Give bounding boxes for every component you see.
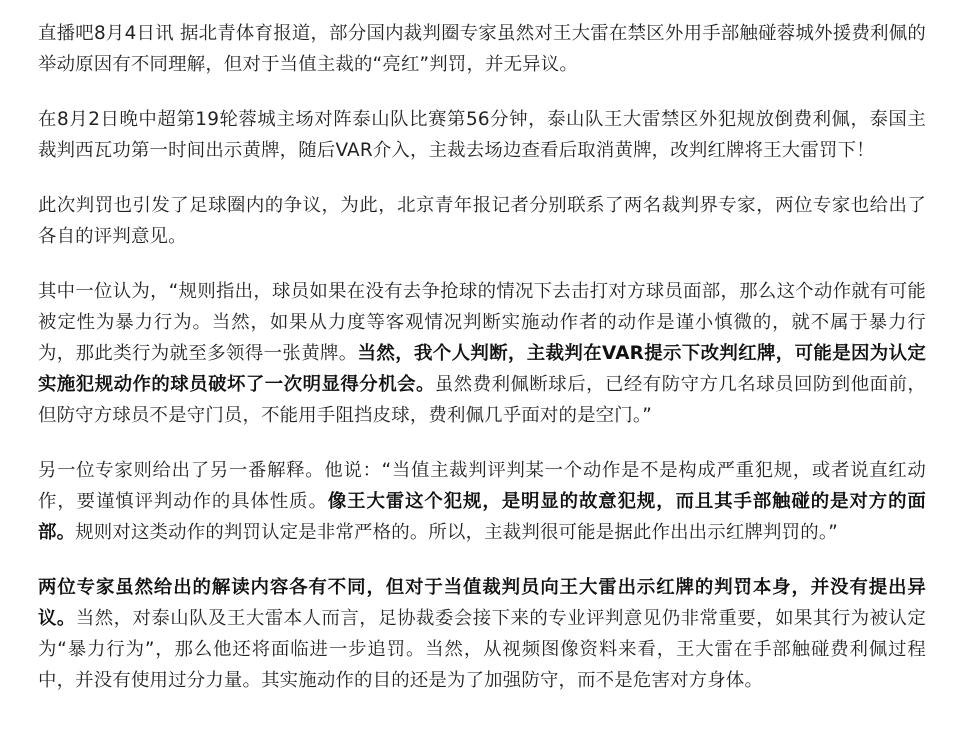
paragraph-text: 规则对这类动作的判罚认定是非常严格的。所以，主裁判很可能是据此作出出示红牌判罚的。” (75, 522, 838, 543)
paragraph-text: 虽然费利佩断球后，已经有防守方几名球员回防到他面前，但防守方球员不是守门员，不能用手阻挡皮球，费利佩几乎面对的是空门。” (38, 374, 926, 426)
bold-highlight-text: 两位专家虽然给出的解读内容各有不同，但对于当值裁判员向王大雷出示红牌的判罚本身，并没有提出异议。 (38, 577, 926, 629)
paragraph-expert-two (38, 455, 926, 548)
bold-highlight-text: 当然，我个人判断，主裁判在VAR提示下改判红牌，可能是因为认定实施犯规动作的球员破坏了一次明显得分机会。 (38, 343, 926, 395)
paragraph-text: 当然，对泰山队及王大雷本人而言，足协裁委会接下来的专业评判意见仍非常重要，如果其行为被认定为“暴力行为”，那么他还将面临进一步追罚。当然，从视频图像资料来看，王大雷在手部触碰费利佩过程中，并没有使用过分力量。其实施动作的目的还是为了加强防守，而不是危害对方身体。 (38, 608, 926, 691)
paragraph-expert-one (38, 276, 926, 431)
paragraph-conclusion (38, 572, 926, 696)
paragraph-intro (38, 18, 926, 80)
paragraph-match-event (38, 104, 926, 166)
paragraph-text: 在8月2日晚中超第19轮蓉城主场对阵泰山队比赛第56分钟，泰山队王大雷禁区外犯规放倒费利佩，泰国主裁判西瓦功第一时间出示黄牌，随后VAR介入，主裁去场边查看后取消黄牌，改判红牌将王大雷罚下！ (38, 109, 926, 161)
paragraph-text: 其中一位认为，“规则指出，球员如果在没有去争抢球的情况下去击打对方球员面部，那么这个动作就有可能被定性为暴力行为。当然，如果从力度等客观情况判断实施动作者的动作是谨小慎微的，就不属于暴力行为，那此类行为就至多领得一张黄牌。 (38, 281, 926, 364)
paragraph-controversy (38, 190, 926, 252)
paragraph-text: 另一位专家则给出了另一番解释。他说：“当值主裁判评判某一个动作是不是构成严重犯规，或者说直红动作，要谨慎评判动作的具体性质。 (38, 460, 926, 512)
paragraph-text: 直播吧8月4日讯 据北青体育报道，部分国内裁判圈专家虽然对王大雷在禁区外用手部触碰蓉城外援费利佩的举动原因有不同理解，但对于当值主裁的“亮红”判罚，并无异议。 (38, 23, 926, 75)
paragraph-text: 此次判罚也引发了足球圈内的争议，为此，北京青年报记者分别联系了两名裁判界专家，两位专家也给出了各自的评判意见。 (38, 195, 926, 247)
bold-highlight-text: 像王大雷这个犯规，是明显的故意犯规，而且其手部触碰的是对方的面部。 (38, 491, 926, 543)
